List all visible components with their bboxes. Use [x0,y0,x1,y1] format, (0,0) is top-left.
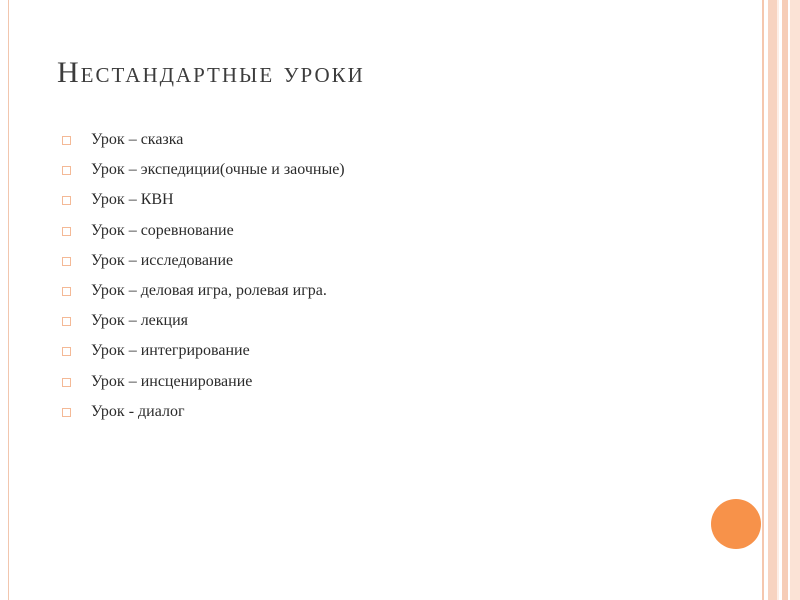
list-item-text: Урок – сказка [91,131,184,148]
square-bullet-icon [62,227,71,236]
bullet-list [62,131,345,433]
list-item-text: Урок - диалог [91,402,185,420]
list-item [62,342,345,372]
square-bullet-icon [62,378,71,387]
list-item-text: Урок – КВН [91,191,174,209]
list-item [62,222,345,252]
list-item [62,403,345,433]
list-item [62,312,345,342]
square-bullet-icon [62,136,71,145]
list-item [62,252,345,282]
right-decorative-stripe [782,0,788,600]
square-bullet-icon [62,287,71,296]
list-item [62,161,345,191]
square-bullet-icon [62,347,71,356]
right-decorative-stripe [777,0,779,600]
list-item-text: Урок – исследование [91,251,234,269]
list-item-text: Урок – соревнование [91,221,234,239]
list-item-text: Урок – лекция [91,312,189,330]
left-border-line [8,0,9,600]
list-item [62,373,345,403]
list-item-text: Урок – инсценирование [91,372,253,390]
list-item-text: Урок – деловая игра, ролевая игра. [91,281,327,299]
list-item [62,131,345,161]
square-bullet-icon [62,257,71,266]
right-decorative-stripe [762,0,764,600]
slide-title: Нестандартные уроки [57,56,365,89]
orange-circle-decoration [711,499,761,549]
list-item-text: Урок – интегрирование [91,342,250,360]
square-bullet-icon [62,196,71,205]
square-bullet-icon [62,408,71,417]
right-decorative-stripe [790,0,800,600]
list-item [62,282,345,312]
right-decorative-stripe [768,0,777,600]
list-item [62,191,345,221]
square-bullet-icon [62,166,71,175]
list-item-text: Урок – экспедиции(очные и заочные) [91,161,345,179]
square-bullet-icon [62,317,71,326]
